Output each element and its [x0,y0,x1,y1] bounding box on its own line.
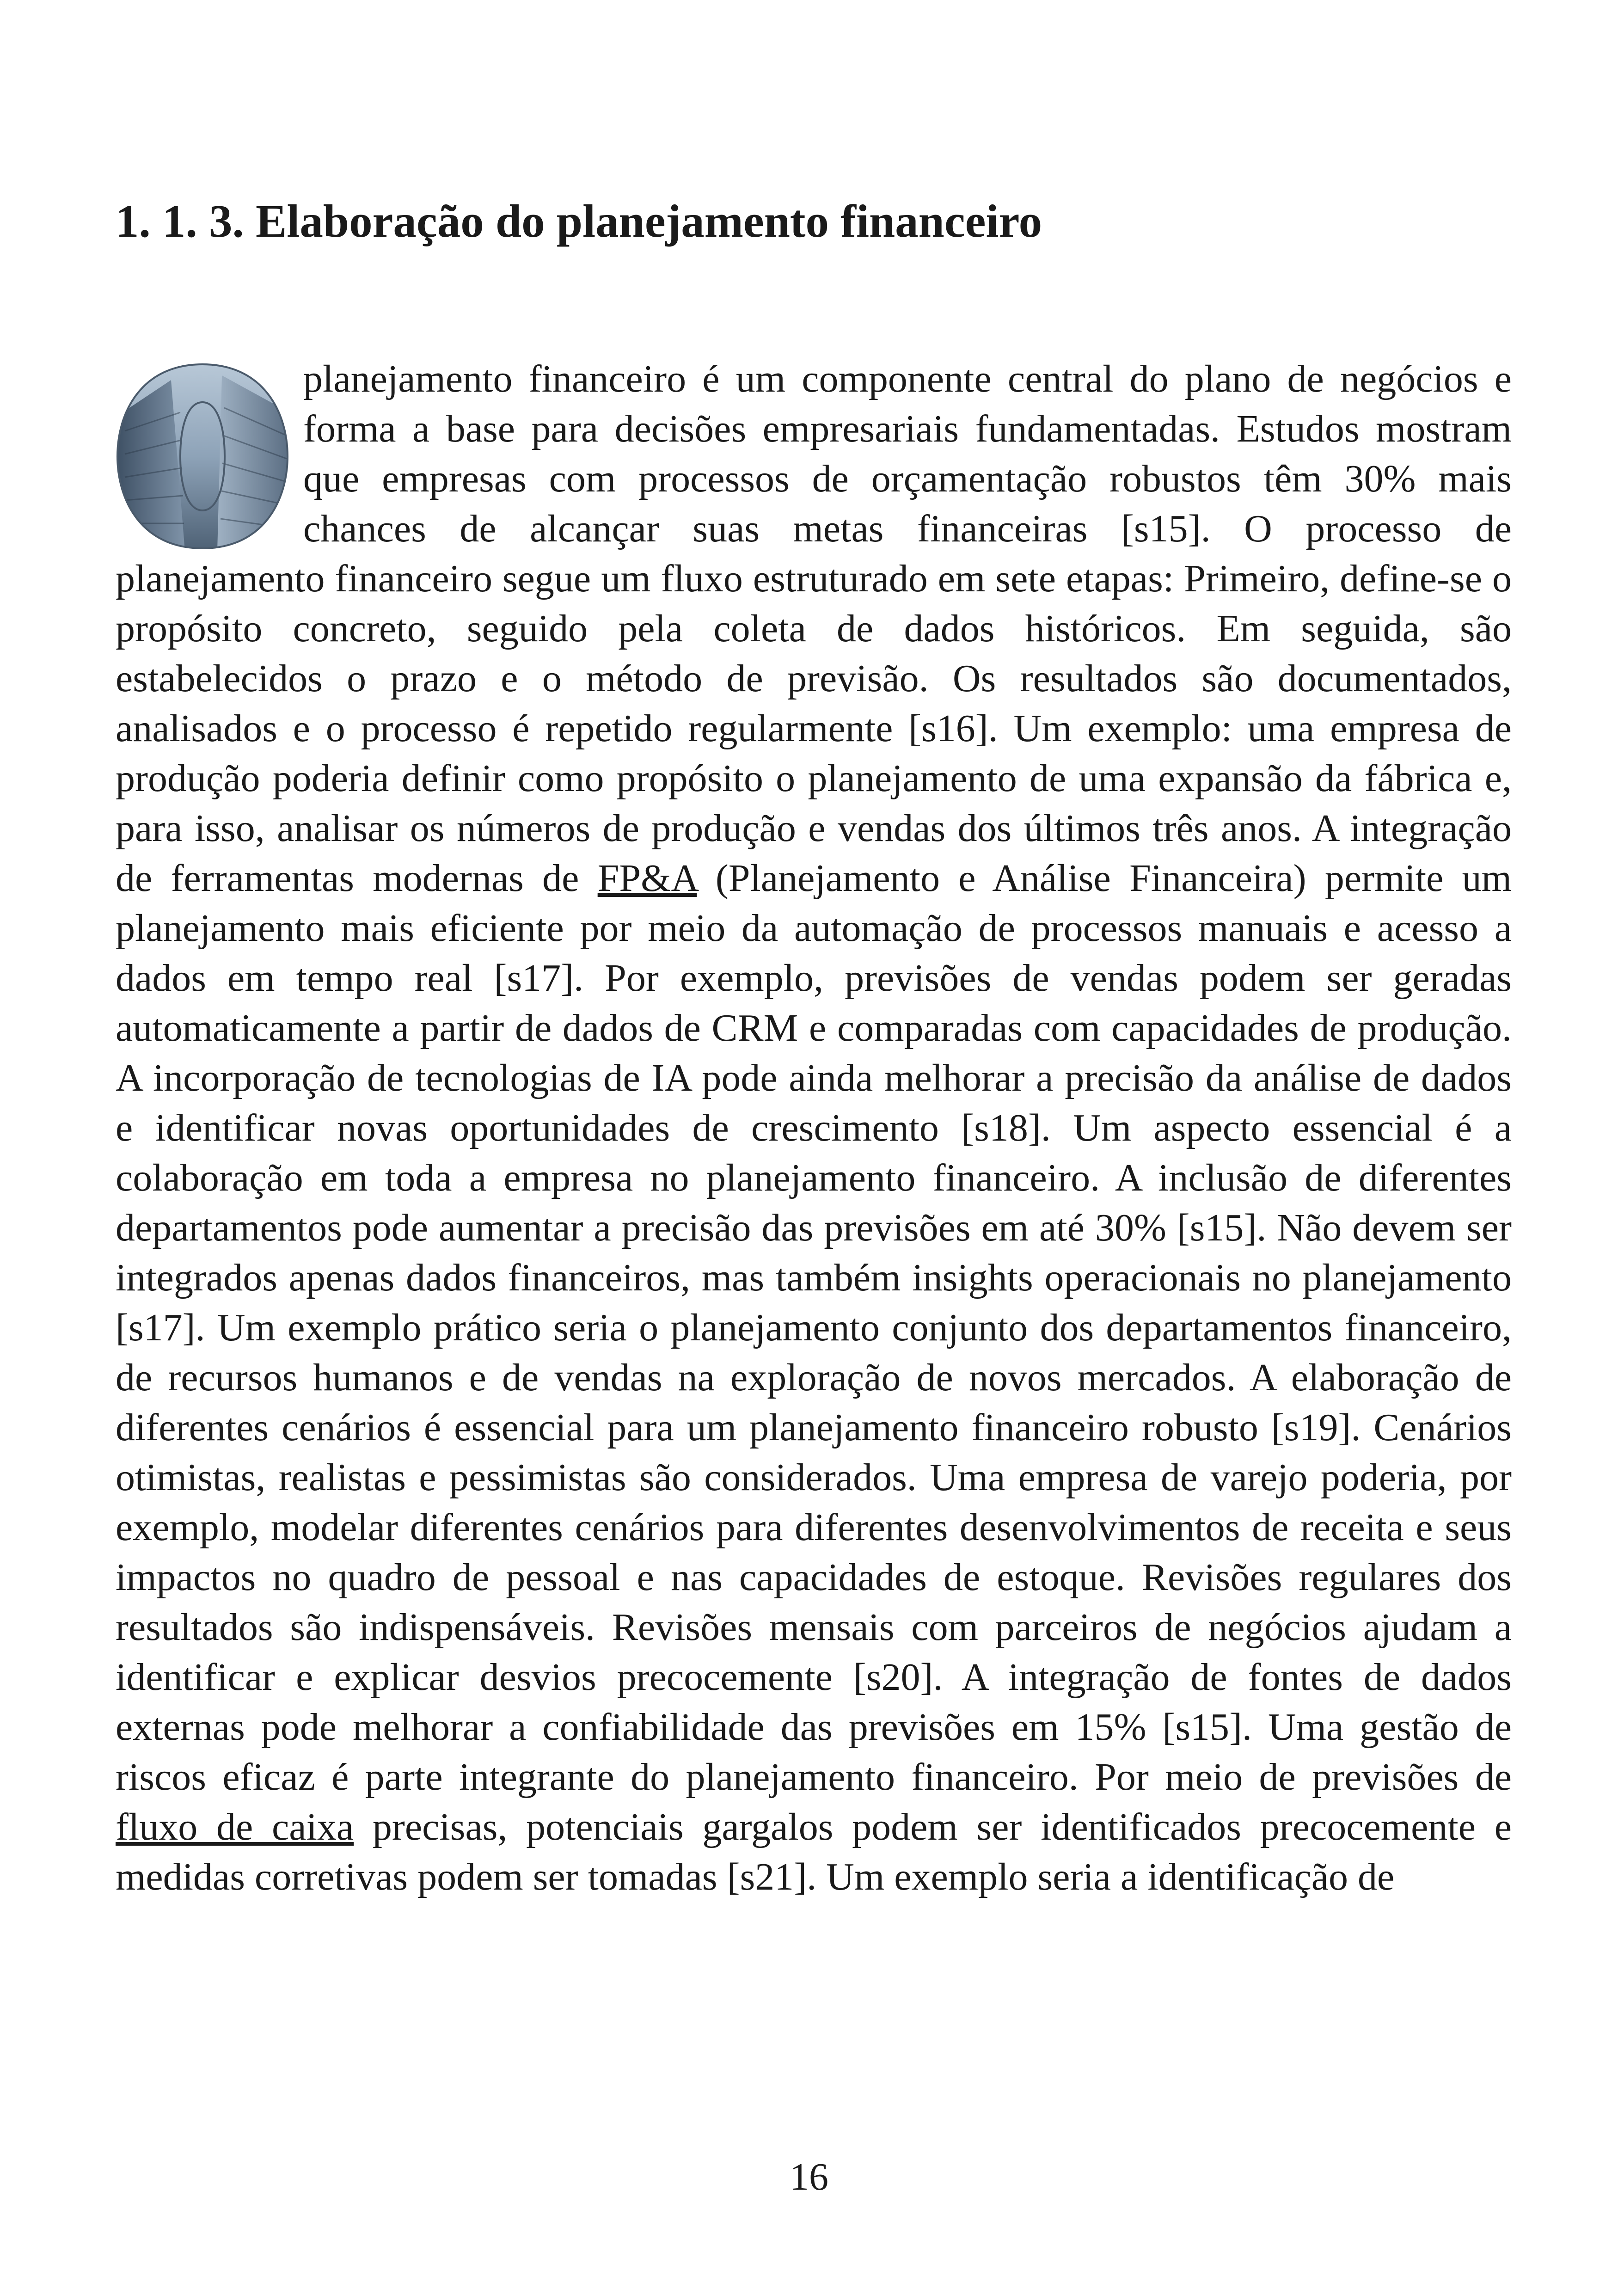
paragraph-text-part-1: planejamento financeiro é um componente central do plano de negócios e forma a base para decisões empresariais fundamentadas. Estudos mostram que empresas com processos de orçamentação robustos têm 30% mais chances de alcançar suas metas financeiras [s15]. O processo de planejamento financeiro segue um fluxo estruturado em sete etapas: Primeiro, define-se o propósito concreto, seguido pela coleta de dados históricos. Em seguida, são estabelecidos o prazo e o método de previsão. Os resultados são documentados, analisados e o processo é repetido regularmente [s16]. Um exemplo: uma empresa de produção poderia definir como propósito o planejamento de uma expansão da fábrica e, para isso, analisar os números de produção e vendas dos últimos três anos. A integração de ferramentas modernas de [116,357,1512,900]
section-heading: 1. 1. 3. Elaboração do planejamento financeiro [116,195,1042,247]
glossary-link-fpa[interactable]: FP&A [597,857,697,900]
page-number: 16 [790,2155,828,2198]
glossary-link-fluxo-de-caixa[interactable]: fluxo de caixa [116,1805,354,1848]
dropcap-letter-o-image [116,362,289,551]
paragraph-text-part-2: (Planejamento e Análise Financeira) permite um planejamento mais eficiente por meio da automação de processos manuais e acesso a dados em tempo real [s17]. Por exemplo, previsões de vendas podem ser geradas automaticamente a partir de dados de CRM e comparadas com capacidades de produção. A incorporação de tecnologias de IA pode ainda melhorar a precisão da análise de dados e identificar novas oportunidades de crescimento [s18]. Um aspecto essencial é a colaboração em toda a empresa no planejamento financeiro. A inclusão de diferentes departamentos pode aumentar a precisão das previsões em até 30% [s15]. Não devem ser integrados apenas dados financeiros, mas também insights operacionais no planejamento [s17]. Um exemplo prático seria o planejamento conjunto dos departamentos financeiro, de recursos humanos e de vendas na exploração de novos mercados. A elaboração de diferentes cenários é essencial para um planejamento financeiro robusto [s19]. Cenários otimistas, realistas e pessimistas são considerados. Uma empresa de varejo poderia, por exemplo, modelar diferentes cenários para diferentes desenvolvimentos de receita e seus impactos no quadro de pessoal e nas capacidades de estoque. Revisões regulares dos resultados são indispensáveis. Revisões mensais com parceiros de negócios ajudam a identificar e explicar desvios precocemente [s20]. A integração de fontes de dados externas pode melhorar a confiabilidade das previsões em 15% [s15]. Uma gestão de riscos eficaz é parte integrante do planejamento financeiro. Por meio de previsões de [116,857,1512,1799]
paragraph-text-part-3: precisas, potenciais gargalos podem ser identificados precocemente e medidas corretivas podem ser tomadas [s21]. Um exemplo seria a identificação de [116,1805,1512,1898]
body-text [116,354,1512,1902]
